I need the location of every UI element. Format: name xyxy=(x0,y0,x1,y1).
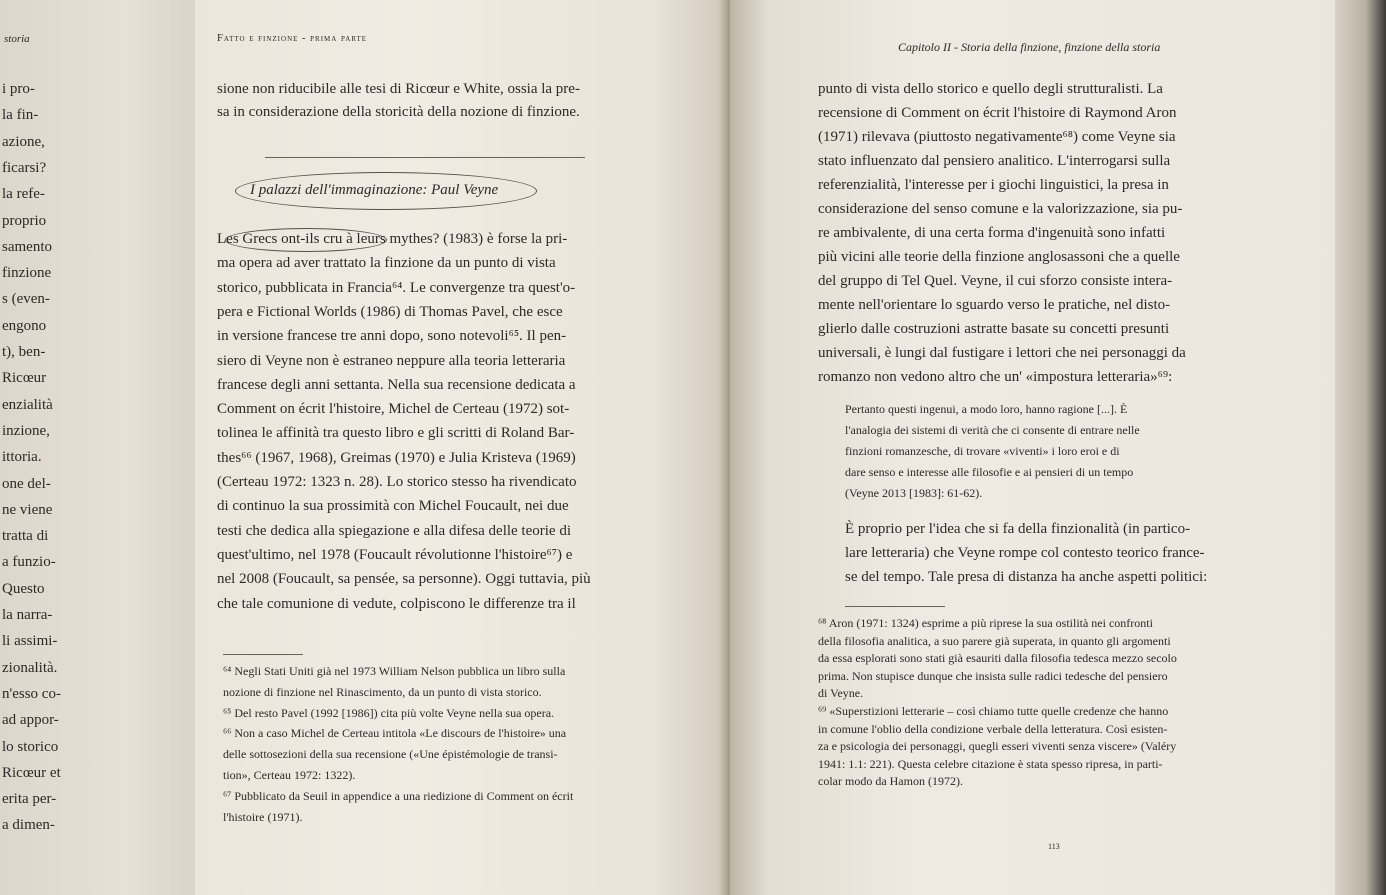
text-line: engono xyxy=(2,317,47,334)
text-line: testi che dedica alla spiegazione e alla difesa delle teorie di xyxy=(217,522,571,539)
text-line: di continuo la sua prossimità con Michel Foucault, nei due xyxy=(217,498,569,515)
previous-page-strip xyxy=(0,0,210,895)
text-line: proprio xyxy=(2,212,47,229)
text-line: (Veyne 2013 [1983]: 61-62). xyxy=(845,486,983,500)
text-line: ⁶⁸ Aron (1971: 1324) esprime a più riprese la sua ostilità nei confronti xyxy=(818,616,1153,630)
right-running-header: Capitolo II - Storia della finzione, finzione della storia xyxy=(898,40,1161,54)
text-line: in comune l'oblio della condizione verbale della letteratura. Così esisten- xyxy=(818,721,1168,736)
text-line: l'histoire (1971). xyxy=(223,809,303,824)
text-line: nozione di finzione nel Rinascimento, da un punto di vista storico. xyxy=(223,684,542,699)
text-line: tratta di xyxy=(2,528,49,545)
footnote-separator xyxy=(223,654,303,655)
intro-line-2: sa in considerazione della storicità della nozione di finzione. xyxy=(217,104,580,120)
text-line: ⁶⁶ Non a caso Michel de Certeau intitola «Le discours de l'histoire» una xyxy=(223,726,567,741)
text-line: Les Grecs ont-ils cru à leurs mythes? (1983) è forse la pri- xyxy=(217,231,568,247)
text-line: lo storico xyxy=(2,738,59,755)
text-line: li assimi- xyxy=(2,633,58,650)
text-line: Ricœur xyxy=(2,370,47,387)
text-line: finzione xyxy=(2,265,52,282)
text-line: ⁶⁴ Negli Stati Uniti già nel 1973 William Nelson pubblica un libro sulla xyxy=(223,664,566,678)
text-line: Comment on écrit l'histoire, Michel de Certeau (1972) sot- xyxy=(217,401,570,418)
text-line: erita per- xyxy=(2,791,57,808)
text-line: re ambivalente, di una certa forma d'ingenuità sono infatti xyxy=(818,225,1166,241)
text-line: ficarsi? xyxy=(2,159,47,176)
text-line: a dimen- xyxy=(2,817,55,834)
text-line: i pro- xyxy=(2,81,35,97)
text-line: t), ben- xyxy=(2,344,46,360)
text-line: se del tempo. Tale presa di distanza ha anche aspetti politici: xyxy=(845,569,1208,585)
text-line: francese degli anni settanta. Nella sua recensione dedicata a xyxy=(217,376,576,393)
text-line: recensione di Comment on écrit l'histoire di Raymond Aron xyxy=(818,105,1177,121)
text-line: one del- xyxy=(2,475,51,492)
text-line: del gruppo di Tel Quel. Veyne, il cui sforzo consiste intera- xyxy=(818,273,1173,289)
text-line: (Certeau 1972: 1323 n. 28). Lo storico stesso ha rivendicato xyxy=(217,474,577,490)
text-line: Ricœur et xyxy=(2,764,61,781)
text-line: (1971) rilevava (piuttosto negativamente⁶⁸) come Veyne sia xyxy=(818,129,1176,145)
text-line: stato influenzato dal pensiero analitico. L'interrogarsi sulla xyxy=(818,153,1171,169)
text-line: che tale comunione di vedute, colpiscono le differenze tra il xyxy=(217,595,576,612)
page-number: 113 xyxy=(1048,842,1060,851)
text-line: tolinea le affinità tra questo libro e gli scritti di Roland Bar- xyxy=(217,425,575,442)
strip-header: storia xyxy=(4,33,30,45)
text-line: in versione francese tre anni dopo, sono notevoli⁶⁵. Il pen- xyxy=(217,328,567,345)
text-line: Questo xyxy=(2,580,45,597)
page-edges xyxy=(1335,0,1386,895)
right-page xyxy=(730,0,1350,895)
text-line: tion», Certeau 1972: 1322). xyxy=(223,768,356,782)
text-line: referenzialità, l'interesse per i giochi linguistici, la presa in xyxy=(818,177,1169,193)
text-line: glierlo dalle costruzioni astratte basate su concetti presunti xyxy=(818,321,1170,337)
text-line: zionalità. xyxy=(2,659,58,676)
text-line: 1941: 1.1: 221). Questa celebre citazione è stata spesso ripresa, in parti- xyxy=(818,756,1163,771)
text-line: È proprio per l'idea che si fa della finzionalità (in partico- xyxy=(845,521,1191,537)
text-line: nel 2008 (Foucault, sa pensée, sa personne). Oggi tuttavia, più xyxy=(217,571,591,588)
text-line: samento xyxy=(2,238,52,255)
intro-line-1: sione non riducibile alle tesi di Ricœur e White, ossia la pre- xyxy=(217,81,580,97)
text-line: colar modo da Hamon (1972). xyxy=(818,774,963,789)
left-running-header: Fatto e finzione - prima parte xyxy=(217,33,368,44)
text-line: enzialità xyxy=(2,396,53,413)
text-line: ittoria. xyxy=(2,449,42,466)
text-line: romanzo non vedono altro che un' «impostura letteraria»⁶⁹: xyxy=(818,369,1173,385)
text-line: dare senso e interesse alle filosofie e ai pensieri di un tempo xyxy=(845,465,1134,479)
text-line: lare letteraria) che Veyne rompe col contesto teorico france- xyxy=(845,545,1205,561)
text-line: ad appor- xyxy=(2,712,59,729)
text-line: di Veyne. xyxy=(818,686,864,701)
text-line: della filosofia analitica, a suo parere già superata, in quanto gli argomenti xyxy=(818,633,1171,648)
text-line: ⁶⁷ Pubblicato da Seuil in appendice a una riedizione di Comment on écrit xyxy=(223,788,574,803)
text-line: la narra- xyxy=(2,607,53,623)
text-line: inzione, xyxy=(2,422,50,439)
text-line: ⁶⁵ Del resto Pavel (1992 [1986]) cita più volte Veyne nella sua opera. xyxy=(223,705,555,720)
left-page xyxy=(195,0,735,895)
section-title: I palazzi dell'immaginazione: Paul Veyne xyxy=(250,182,499,198)
text-line: Pertanto questi ingenui, a modo loro, hanno ragione [...]. È xyxy=(845,402,1128,416)
text-line: la refe- xyxy=(2,186,45,203)
text-line: thes⁶⁶ (1967, 1968), Greimas (1970) e Julia Kristeva (1969) xyxy=(217,449,576,466)
text-line: za e psicologia dei personaggi, quegli esseri viventi senza viscere» (Valéry xyxy=(818,739,1177,754)
text-line: azione, xyxy=(2,133,45,150)
text-line: più vicini alle teorie della finzione anglosassoni che a quelle xyxy=(818,249,1180,265)
text-line: storico, pubblicata in Francia⁶⁴. Le convergenze tra quest'o- xyxy=(217,279,576,296)
text-line: universali, è lungi dal fustigare i lettori che nei personaggi da xyxy=(818,345,1186,361)
text-line: considerazione del senso comune e la valorizzazione, sia pu- xyxy=(818,201,1183,217)
text-line: punto di vista dello storico e quello degli strutturalisti. La xyxy=(818,81,1163,97)
text-line: s (even- xyxy=(2,291,50,308)
text-line: siero di Veyne non è estraneo neppure alla teoria letteraria xyxy=(217,352,566,369)
text-line: finzioni romanzesche, di trovare «viventi» i loro eroi e di xyxy=(845,444,1120,458)
text-line: a funzio- xyxy=(2,554,56,571)
text-line: pera e Fictional Worlds (1986) di Thomas Pavel, che esce xyxy=(217,303,563,320)
text-line: delle sottosezioni della sua recensione («Une épistémologie de transi- xyxy=(223,747,558,762)
text-line: ma opera ad aver trattato la finzione da un punto di vista xyxy=(217,255,556,272)
pencil-line xyxy=(265,157,585,158)
text-line: ne viene xyxy=(2,501,53,518)
text-line: la fin- xyxy=(2,107,39,124)
text-line: ⁶⁹ «Superstizioni letterarie – così chiamo tutte quelle credenze che hanno xyxy=(818,704,1169,718)
footnote-separator xyxy=(845,606,945,607)
text-line: n'esso co- xyxy=(2,685,61,702)
text-line: mente nell'orientare lo sguardo verso le pratiche, nel disto- xyxy=(818,297,1171,313)
text-line: da essa esplorati sono stati già esauriti dalla filosofia tedesca mezzo secolo xyxy=(818,651,1177,666)
text-line: l'analogia dei sistemi di verità che ci consente di entrare nelle xyxy=(845,423,1140,437)
text-line: prima. Non stupisce dunque che insista sulle radici tedesche del pensiero xyxy=(818,668,1168,683)
text-line: quest'ultimo, nel 1978 (Foucault révolutionne l'histoire⁶⁷) e xyxy=(217,546,573,563)
